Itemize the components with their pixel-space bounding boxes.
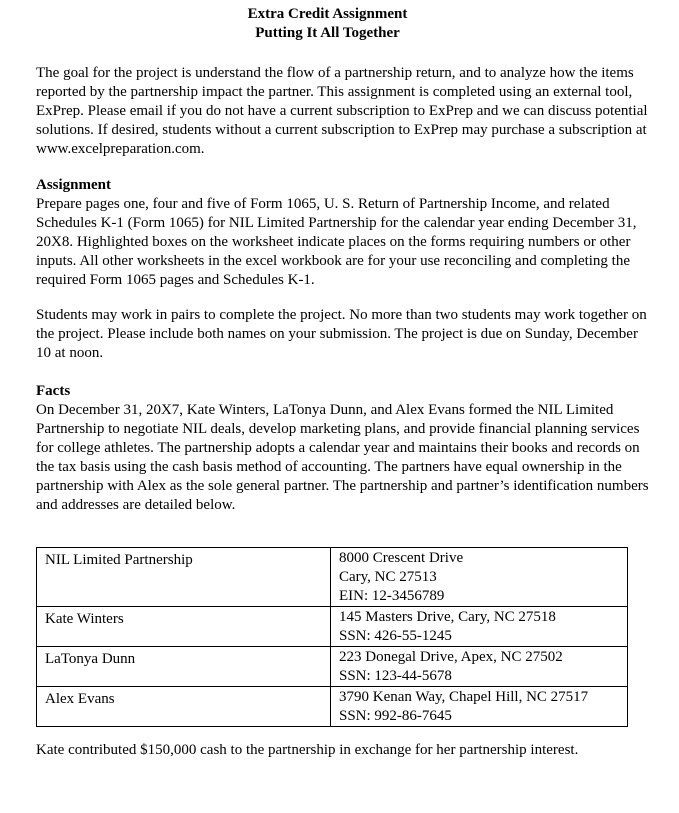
party-id-number: SSN: 992-86-7645 [339, 708, 452, 724]
contribution-paragraph: Kate contributed $150,000 cash to the partnership in exchange for her partnership interest. [36, 742, 579, 758]
table-row [37, 647, 628, 687]
parties-table [36, 547, 628, 727]
party-address-line: 3790 Kenan Way, Chapel Hill, NC 27517 [339, 689, 589, 705]
facts-heading: Facts [36, 383, 71, 399]
party-address-line: 8000 Crescent Drive [339, 550, 464, 566]
party-address [331, 687, 628, 727]
intro-paragraph: The goal for the project is understand the flow of a partnership return, and to analyze how the items reported by the partnership impact the partner. This assignment is completed using an external tool, ExPrep. Please email if you do not have a current subscription to ExPrep and we can discuss potential solutions. If desired, students without a current subscription to ExPrep may purchase a subscription at www.excelpreparation.com. [36, 65, 648, 157]
document-title: Extra Credit Assignment [247, 6, 408, 22]
party-name: LaTonya Dunn [37, 647, 331, 687]
facts-section [36, 382, 656, 515]
party-address [331, 548, 628, 607]
table-row [37, 607, 628, 647]
assignment-section [36, 176, 656, 290]
party-name: Kate Winters [37, 607, 331, 647]
party-address-line: 223 Donegal Drive, Apex, NC 27502 [339, 649, 563, 665]
table-row [37, 548, 628, 607]
party-address [331, 607, 628, 647]
table-row [37, 687, 628, 727]
assignment-heading: Assignment [36, 177, 112, 193]
party-address-line: Cary, NC 27513 [339, 569, 437, 585]
party-name: Alex Evans [37, 687, 331, 727]
document-subtitle: Putting It All Together [255, 25, 400, 41]
party-id-number: SSN: 123-44-5678 [339, 668, 452, 684]
party-address-line: 145 Masters Drive, Cary, NC 27518 [339, 609, 556, 625]
title-block [0, 5, 679, 43]
party-id-number: EIN: 12-3456789 [339, 588, 445, 604]
party-address [331, 647, 628, 687]
assignment-body: Prepare pages one, four and five of Form 1065, U. S. Return of Partnership Income, and related Schedules K-1 (Form 1065) for NIL Limited Partnership for the calendar year ending December 31, 20X8. Highlighted boxes on the worksheet indicate places on the forms requiring numbers or other inputs. All other worksheets in the excel workbook are for your use reconciling and completing the required Form 1065 pages and Schedules K-1. [36, 196, 637, 288]
pairs-note: Students may work in pairs to complete the project. No more than two students may work together on the project. Please include both names on your submission. The project is due on Sunday, December 10 at noon. [36, 307, 647, 361]
party-name: NIL Limited Partnership [37, 548, 331, 607]
facts-body: On December 31, 20X7, Kate Winters, LaTonya Dunn, and Alex Evans formed the NIL Limited Partnership to negotiate NIL deals, develop marketing plans, and provide financial planning services for college athletes. The partnership adopts a calendar year and maintains their books and records on the tax basis using the cash basis method of accounting. The partners have equal ownership in the partnership with Alex as the sole general partner. The partnership and partner’s identification numbers and addresses are detailed below. [36, 402, 649, 513]
party-id-number: SSN: 426-55-1245 [339, 628, 452, 644]
